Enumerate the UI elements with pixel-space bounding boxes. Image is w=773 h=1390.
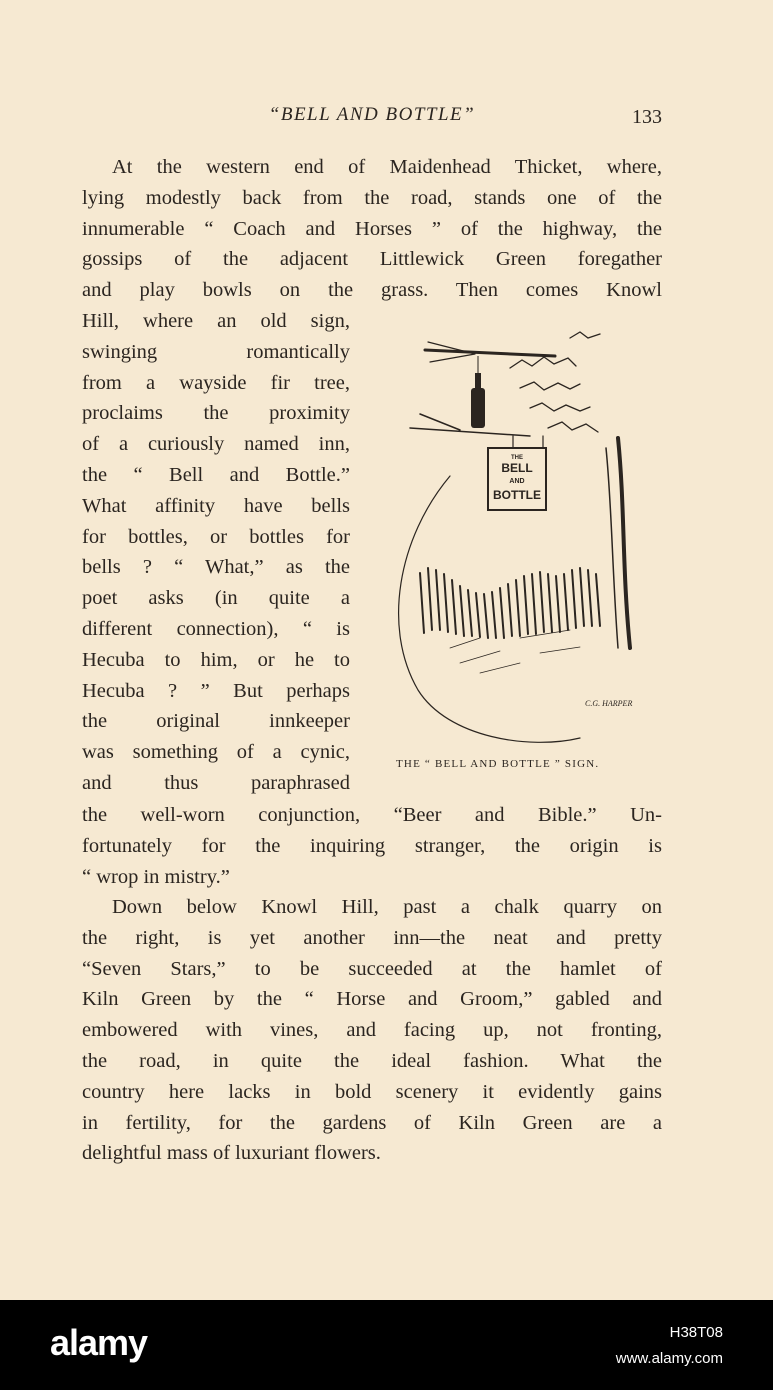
text-line: At the western end of Maidenhead Thicket, where, bbox=[112, 156, 662, 178]
text-line: delightful mass of luxuriant flowers. bbox=[82, 1142, 381, 1165]
artist-signature: C.G. HARPER bbox=[585, 699, 633, 708]
sign-text-the: THE bbox=[511, 455, 523, 461]
text-line: the “ Bell and Bottle.” bbox=[82, 463, 350, 486]
page-number: 133 bbox=[632, 106, 662, 128]
text-line: and thus paraphrased bbox=[82, 771, 350, 794]
text-line: fortunately for the inquiring stranger, the origin is bbox=[82, 834, 662, 857]
tree-foliage bbox=[510, 332, 600, 432]
text-line: from a wayside fir tree, bbox=[82, 371, 350, 394]
text-line: the road, in quite the ideal fashion. What the bbox=[82, 1049, 662, 1072]
page-header bbox=[82, 104, 662, 130]
text-line: Kiln Green by the “ Horse and Groom,” gabled and bbox=[82, 988, 662, 1011]
text-line: poet asks (in quite a bbox=[82, 587, 350, 610]
running-title: “BELL AND BOTTLE” bbox=[268, 104, 476, 125]
text-line: for bottles, or bottles for bbox=[82, 525, 350, 548]
text-line: What affinity have bells bbox=[82, 494, 350, 517]
figure-caption: THE “ BELL AND BOTTLE ” SIGN. bbox=[396, 758, 600, 770]
text-line: Hecuba to him, or he to bbox=[82, 648, 350, 671]
bell-and-bottle-illustration bbox=[380, 318, 665, 758]
paragraph-2 bbox=[82, 892, 662, 1169]
text-line: innumerable “ Coach and Horses ” of the highway, the bbox=[82, 217, 662, 240]
tree-trunk bbox=[618, 438, 630, 648]
tree-trunk bbox=[606, 448, 618, 648]
sign-text-and: AND bbox=[509, 478, 525, 485]
image-id: H38T08 bbox=[669, 1324, 723, 1341]
sign-engraving bbox=[380, 318, 665, 758]
text-line: gossips of the adjacent Littlewick Green foregather bbox=[82, 248, 662, 271]
text-line: “ wrop in mistry.” bbox=[82, 865, 230, 888]
site-url: www.alamy.com bbox=[615, 1350, 723, 1367]
text-line: Down below Knowl Hill, past a chalk quarry on bbox=[112, 896, 662, 918]
brand-logo: alamy bbox=[50, 1322, 148, 1363]
text-line: the right, is yet another inn—the neat and pretty bbox=[82, 926, 662, 949]
text-line: in fertility, for the gardens of Kiln Green are a bbox=[82, 1111, 662, 1134]
branch bbox=[425, 350, 555, 356]
sign-text-bottle: BOTTLE bbox=[493, 488, 541, 502]
text-line: the well-worn conjunction, “Beer and Bible.” Un- bbox=[82, 804, 662, 826]
text-line: embowered with vines, and facing up, not fronting, bbox=[82, 1019, 662, 1042]
vignette-arc bbox=[399, 476, 580, 742]
narrow-text-column bbox=[82, 306, 350, 799]
bush-hatching bbox=[420, 568, 600, 638]
sign-text-bell: BELL bbox=[501, 461, 533, 475]
branch bbox=[410, 414, 530, 436]
watermark-footer bbox=[0, 1300, 773, 1390]
text-line: proclaims the proximity bbox=[82, 402, 350, 425]
text-line: the original innkeeper bbox=[82, 710, 350, 733]
text-line: lying modestly back from the road, stands one of the bbox=[82, 186, 662, 209]
paragraph-1 bbox=[82, 152, 662, 306]
text-line: swinging romantically bbox=[82, 340, 350, 363]
text-line: Hecuba ? ” But perhaps bbox=[82, 679, 350, 702]
bottle-neck bbox=[475, 373, 481, 389]
bottle-shape bbox=[471, 388, 485, 428]
continuation-text bbox=[82, 800, 662, 892]
text-line: “Seven Stars,” to be succeeded at the hamlet of bbox=[82, 957, 662, 980]
sign-hanger bbox=[513, 436, 543, 448]
ground-hatching bbox=[450, 630, 580, 673]
text-line: country here lacks in bold scenery it evidently gains bbox=[82, 1080, 662, 1103]
text-line: of a curiously named inn, bbox=[82, 433, 350, 456]
text-line: was something of a cynic, bbox=[82, 741, 350, 764]
text-line: Hill, where an old sign, bbox=[82, 310, 350, 332]
text-line: different connection), “ is bbox=[82, 617, 350, 640]
text-line: bells ? “ What,” as the bbox=[82, 556, 350, 579]
text-line: and play bowls on the grass. Then comes Knowl bbox=[82, 279, 662, 302]
